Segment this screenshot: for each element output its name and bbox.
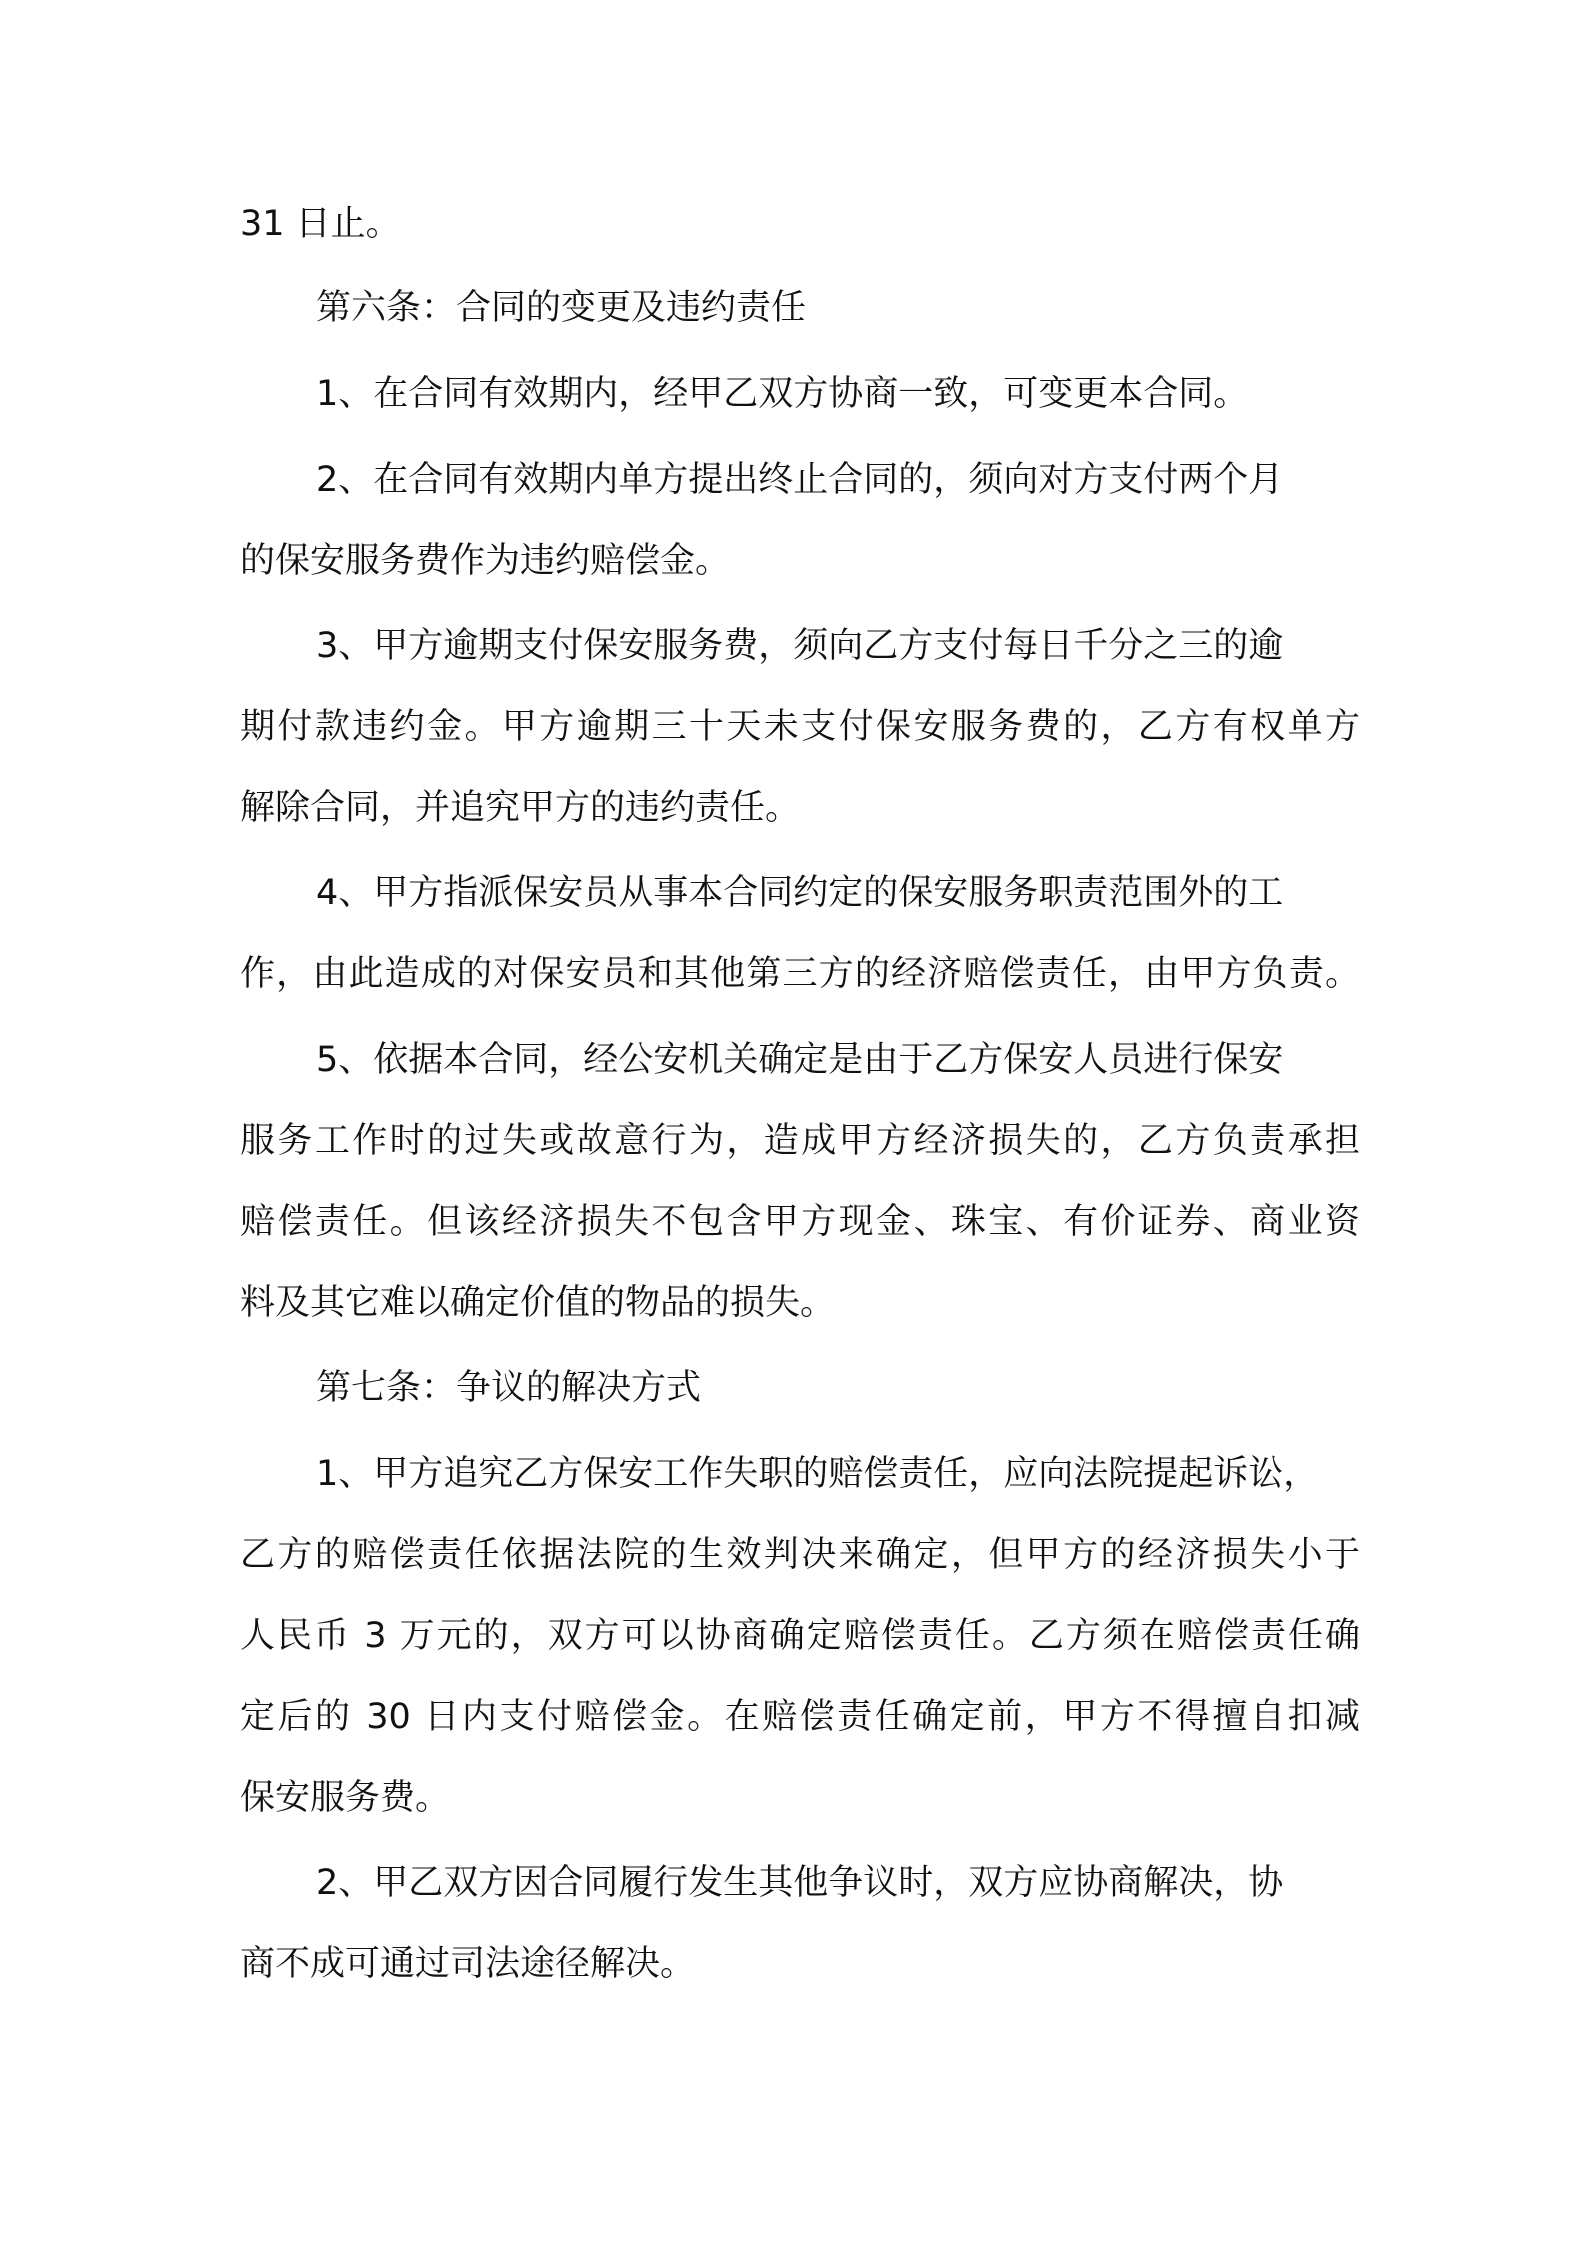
article-6-item-1: 1、在合同有效期内，经甲乙双方协商一致，可变更本合同。 <box>316 374 1249 414</box>
article-7-item-2-line-2: 商不成可通过司法途径解决。 <box>240 1944 696 1984</box>
article-6-item-5-line-3: 赔偿责任。但该经济损失不包含甲方现金、珠宝、有价证券、商业资 <box>240 1202 1360 1242</box>
article-6-item-2-line-2: 的保安服务费作为违约赔偿金。 <box>240 541 731 581</box>
article-7-item-1-line-2: 乙方的赔偿责任依据法院的生效判决来确定，但甲方的经济损失小于 <box>240 1535 1360 1575</box>
article-6-item-4-line-1: 4、甲方指派保安员从事本合同约定的保安服务职责范围外的工 <box>316 873 1284 913</box>
article-6-item-5-line-1: 5、依据本合同，经公安机关确定是由于乙方保安人员进行保安 <box>316 1040 1284 1080</box>
article-7-item-1-line-5: 保安服务费。 <box>240 1778 451 1818</box>
article-7-item-1-line-3: 人民币 3 万元的，双方可以协商确定赔偿责任。乙方须在赔偿责任确 <box>240 1616 1360 1656</box>
article-6-item-3-line-1: 3、甲方逾期支付保安服务费，须向乙方支付每日千分之三的逾 <box>316 626 1284 666</box>
article-6-item-5-line-2: 服务工作时的过失或故意行为，造成甲方经济损失的，乙方负责承担 <box>240 1121 1360 1161</box>
article-7-item-2-line-1: 2、甲乙双方因合同履行发生其他争议时，双方应协商解决，协 <box>316 1863 1284 1903</box>
article-6-item-2-line-1: 2、在合同有效期内单方提出终止合同的，须向对方支付两个月 <box>316 460 1284 500</box>
article-7-item-1-line-1: 1、甲方追究乙方保安工作失职的赔偿责任，应向法院提起诉讼， <box>316 1454 1319 1494</box>
article-7-item-1-line-4: 定后的 30 日内支付赔偿金。在赔偿责任确定前，甲方不得擅自扣减 <box>240 1697 1360 1737</box>
text-line-term-end: 31 日止。 <box>240 204 401 244</box>
article-6-item-3-line-2: 期付款违约金。甲方逾期三十天未支付保安服务费的，乙方有权单方 <box>240 707 1360 747</box>
article-6-item-4-line-2: 作，由此造成的对保安员和其他第三方的经济赔偿责任，由甲方负责。 <box>240 954 1360 994</box>
article-6-heading: 第六条：合同的变更及违约责任 <box>316 288 807 328</box>
article-7-heading: 第七条：争议的解决方式 <box>316 1368 702 1408</box>
article-6-item-3-line-3: 解除合同，并追究甲方的违约责任。 <box>240 788 801 828</box>
article-6-item-5-line-4: 料及其它难以确定价值的物品的损失。 <box>240 1283 836 1323</box>
